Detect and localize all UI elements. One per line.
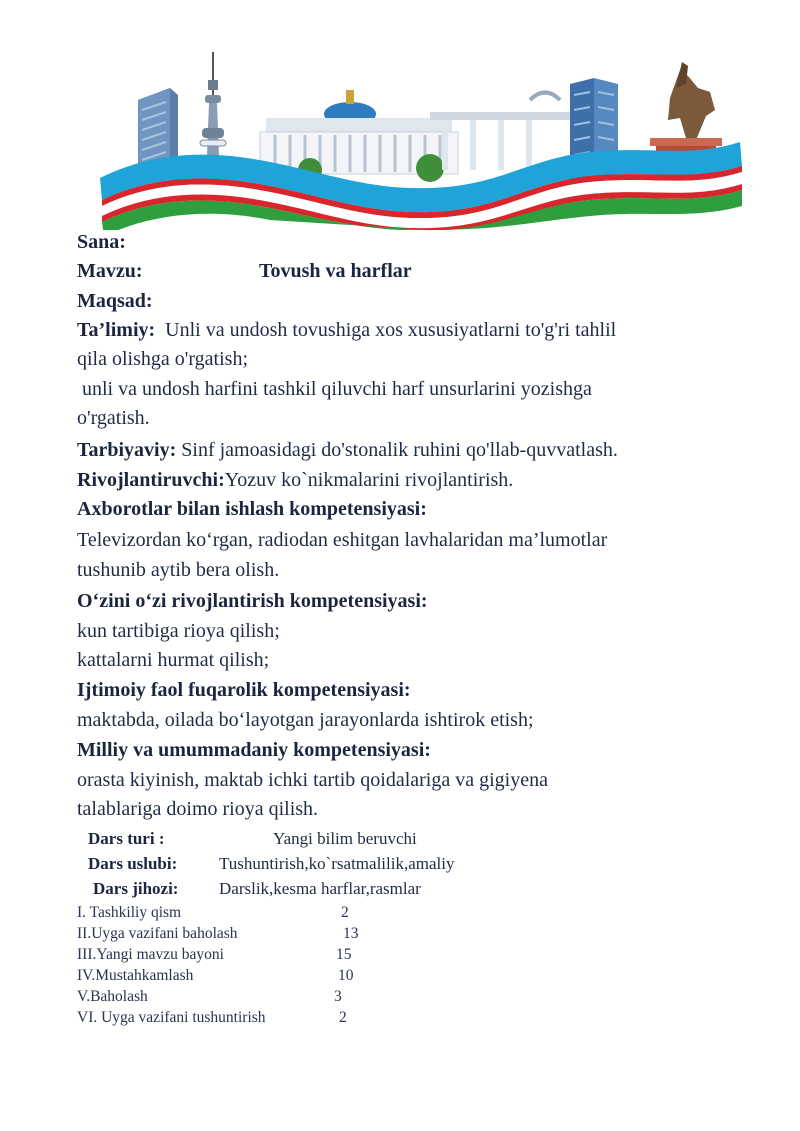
talimiy-line <box>77 318 616 342</box>
competency-2-text-2: kattalarni hurmat qilish; <box>77 649 270 671</box>
talimiy-label: Ta’limiy: <box>77 319 156 341</box>
plan-minutes: 13 <box>343 925 359 942</box>
dars-jihozi-label: Dars jihozi: <box>93 879 179 898</box>
maqsad-line <box>77 289 153 313</box>
competency-2-title: O‘zini o‘zi rivojlantirish kompetensiyasi: <box>77 590 428 612</box>
dars-jihozi-value: Darslik,kesma harflar,rasmlar <box>219 879 421 898</box>
dars-uslubi-value: Tushuntirish,ko`rsatmalilik,amaliy <box>219 854 455 873</box>
plan-minutes: 15 <box>336 946 352 963</box>
competency-4-title: Milliy va umummadaniy kompetensiyasi: <box>77 739 431 761</box>
dars-turi-label: Dars turi : <box>88 829 165 848</box>
dars-uslubi-line <box>88 854 455 874</box>
plan-minutes: 3 <box>334 988 342 1005</box>
plan-stage: III.Yangi mavzu bayoni <box>77 946 224 963</box>
tarbiyaviy-line <box>77 438 618 462</box>
plan-minutes: 2 <box>339 1009 347 1026</box>
rivojlantiruvchi-text: Yozuv ko`nikmalarini rivojlantirish. <box>224 469 514 491</box>
plan-stage: VI. Uyga vazifani tushuntirish <box>77 1009 266 1026</box>
competency-3-text-1: maktabda, oilada bo‘layotgan jarayonlarda ishtirok etish; <box>77 709 534 731</box>
talimiy-text-4: o'rgatish. <box>77 407 150 429</box>
dars-jihozi-line <box>93 879 421 899</box>
plan-stage: I. Tashkiliy qism <box>77 904 182 921</box>
talimiy-text-1: Unli va undosh tovushiga xos xususiyatlarni to'g'ri tahlil <box>165 319 617 341</box>
maqsad-label: Maqsad: <box>77 290 153 312</box>
talimiy-text-3: unli va undosh harfini tashkil qiluvchi harf unsurlarini yozishga <box>82 378 592 400</box>
competency-1-text-1: Televizordan ko‘rgan, radiodan eshitgan lavhalaridan ma’lumotlar <box>77 529 608 551</box>
rivojlantiruvchi-line <box>77 468 513 492</box>
competency-1-text-2: tushunib aytib bera olish. <box>77 559 280 581</box>
dars-uslubi-label: Dars uslubi: <box>88 854 178 873</box>
plan-stage: II.Uyga vazifani baholash <box>77 925 238 942</box>
talimiy-text-2: qila olishga o'rgatish; <box>77 348 248 370</box>
tarbiyaviy-text: Sinf jamoasidagi do'stonalik ruhini qo'llab-quvvatlash. <box>181 439 618 461</box>
competency-2-text-1: kun tartibiga rioya qilish; <box>77 620 280 642</box>
banner-illustration <box>70 40 750 230</box>
competency-3-title: Ijtimoiy faol fuqarolik kompetensiyasi: <box>77 679 411 701</box>
mavzu-label: Mavzu: <box>77 260 143 282</box>
plan-minutes: 10 <box>338 967 354 984</box>
mavzu-value: Tovush va harflar <box>259 260 412 282</box>
competency-4-text-2: talablariga doimo rioya qilish. <box>77 798 319 820</box>
plan-stage: IV.Mustahkamlash <box>77 967 194 984</box>
plan-stage: V.Baholash <box>77 988 148 1005</box>
plan-minutes: 2 <box>341 904 349 921</box>
mavzu-line <box>77 259 412 283</box>
sana-line <box>77 230 126 254</box>
tarbiyaviy-label: Tarbiyaviy: <box>77 439 177 461</box>
rivojlantiruvchi-label: Rivojlantiruvchi: <box>77 469 225 491</box>
dars-turi-value: Yangi bilim beruvchi <box>273 829 417 848</box>
sana-label: Sana: <box>77 231 126 253</box>
dars-turi-line <box>88 829 417 849</box>
competency-1-title: Axborotlar bilan ishlash kompetensiyasi: <box>77 498 427 520</box>
lesson-plan-list <box>77 903 397 1029</box>
competency-4-text-1: orasta kiyinish, maktab ichki tartib qoidalariga va gigiyena <box>77 769 548 791</box>
